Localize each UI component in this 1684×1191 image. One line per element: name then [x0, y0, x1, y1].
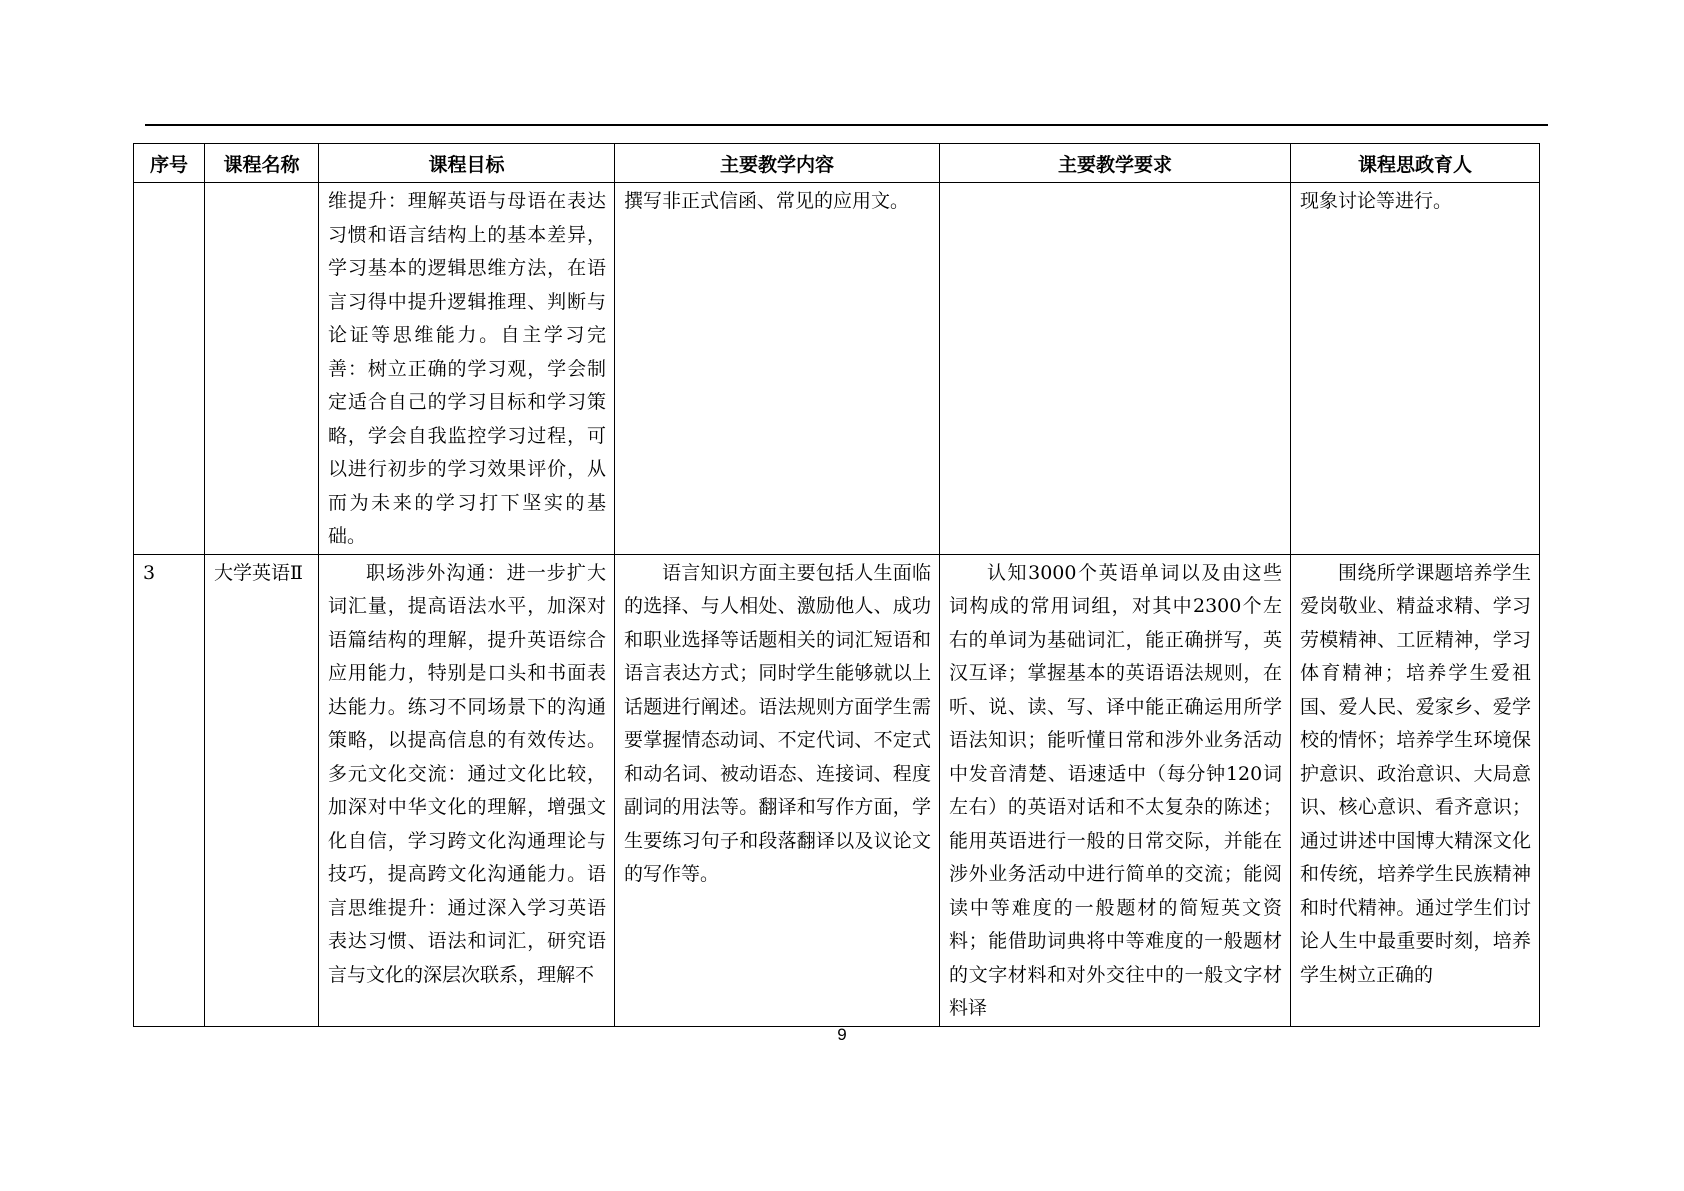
table-header-row	[134, 144, 1540, 183]
row-number-cell: 3	[134, 554, 205, 1026]
teaching-content-text: 语言知识方面主要包括人生面临的选择、与人相处、激励他人、成功和职业选择等话题相关的词汇短语和语言表达方式；同时学生能够就以上话题进行阐述。语法规则方面学生需要掌握情态动词、不定代词、不定式和动名词、被动语态、连接词、程度副词的用法等。翻译和写作方面，学生要练习句子和段落翻译以及议论文的写作等。	[624, 561, 931, 885]
course-name-cell: 大学英语Ⅱ	[205, 554, 319, 1026]
teaching-requirements-text: 认知3000个英语单词以及由这些词构成的常用词组，对其中2300个左右的单词为基础词汇，能正确拼写，英汉互译；掌握基本的英语语法规则，在听、说、读、写、译中能正确运用所学语法知识；能听懂日常和涉外业务活动中发音清楚、语速适中（每分钟120词左右）的英语对话和不太复杂的陈述；能用英语进行一般的日常交际，并能在涉外业务活动中进行简单的交流；能阅读中等难度的一般题材的简短英文资料；能借助词典将中等难度的一般题材的文字材料和对外交往中的一般文字材料译	[949, 561, 1282, 1019]
course-goal-text: 维提升：理解英语与母语在表达习惯和语言结构上的基本差异，学习基本的逻辑思维方法，在语言习得中提升逻辑推理、判断与论证等思维能力。自主学习完善：树立正确的学习观，学会制定适合自己的学习目标和学习策略，学会自我监控学习过程，可以进行初步的学习效果评价，从而为未来的学习打下坚实的基础。	[328, 190, 606, 547]
table-row	[134, 554, 1540, 1026]
course-goal-cell	[319, 183, 615, 555]
teaching-requirements-cell	[940, 183, 1291, 555]
row-number-cell	[134, 183, 205, 555]
col-header-teaching-requirements: 主要教学要求	[940, 144, 1291, 183]
teaching-content-text: 撰写非正式信函、常见的应用文。	[624, 190, 910, 212]
teaching-requirements-cell	[940, 554, 1291, 1026]
table-row	[134, 183, 1540, 555]
ideology-text: 现象讨论等进行。	[1300, 190, 1453, 212]
col-header-teaching-content: 主要教学内容	[615, 144, 940, 183]
teaching-content-cell	[615, 183, 940, 555]
course-goal-text: 职场涉外沟通：进一步扩大词汇量，提高语法水平，加深对语篇结构的理解，提升英语综合应用能力，特别是口头和书面表达能力。练习不同场景下的沟通策略，以提高信息的有效传达。多元文化交流：通过文化比较，加深对中华文化的理解，增强文化自信，学习跨文化沟通理论与技巧，提高跨文化沟通能力。语言思维提升：通过深入学习英语表达习惯、语法和词汇，研究语言与文化的深层次联系，理解不	[328, 561, 606, 986]
ideology-cell	[1291, 183, 1540, 555]
col-header-number: 序号	[134, 144, 205, 183]
ideology-cell	[1291, 554, 1540, 1026]
course-name-cell	[205, 183, 319, 555]
teaching-content-cell	[615, 554, 940, 1026]
col-header-course-name: 课程名称	[205, 144, 319, 183]
header-rule	[145, 124, 1548, 126]
col-header-ideology-education: 课程思政育人	[1291, 144, 1540, 183]
col-header-course-goal: 课程目标	[319, 144, 615, 183]
course-goal-cell	[319, 554, 615, 1026]
ideology-text: 围绕所学课题培养学生爱岗敬业、精益求精、学习劳模精神、工匠精神，学习体育精神；培养学生爱祖国、爱人民、爱家乡、爱学校的情怀；培养学生环境保护意识、政治意识、大局意识、核心意识、看齐意识；通过讲述中国博大精深文化和传统，培养学生民族精神和时代精神。通过学生们讨论人生中最重要时刻，培养学生树立正确的	[1300, 561, 1531, 986]
course-table	[133, 143, 1540, 1027]
page-number: 9	[837, 1025, 847, 1044]
